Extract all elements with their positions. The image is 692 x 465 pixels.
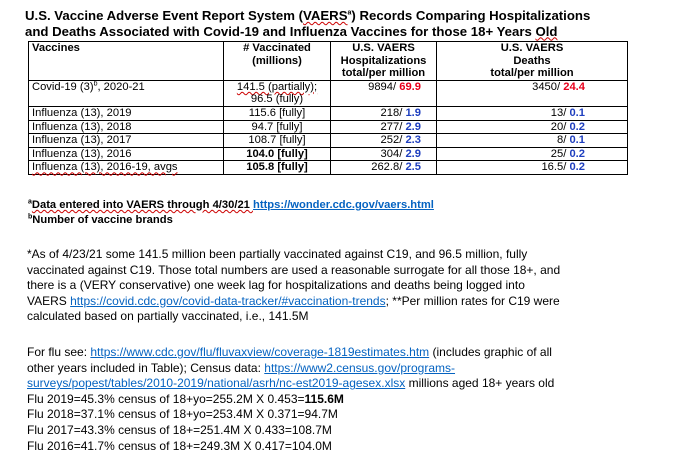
cell-vaccine-name: Influenza (13), 2019 <box>29 106 224 120</box>
census-link-cont[interactable]: surveys/popest/tables/2010-2019/national/asrh/nc-est2019-agesex.xlsx <box>27 376 406 391</box>
cell-hospitalizations: 218/ 1.9 <box>331 106 437 120</box>
cell-deaths: 3450/ 24.4 <box>437 80 628 106</box>
flu-2019-calc: Flu 2019=45.3% census of 18+yo=255.2M X 0.453=115.6M <box>27 391 344 406</box>
cell-vaccinated: 115.6 [fully] <box>224 106 331 120</box>
cell-vaccinated: 108.7 [fully] <box>224 134 331 148</box>
title-line-2: and Deaths Associated with Covid-19 and Influenza Vaccines for those 18+ Years Old <box>25 23 558 39</box>
flu-coverage-link[interactable]: https://www.cdc.gov/flu/fluvaxview/coverage-1819estimates.htm <box>90 345 430 359</box>
cell-deaths: 13/ 0.1 <box>437 106 628 120</box>
table-row <box>29 106 628 120</box>
cell-hospitalizations: 262.8/ 2.5 <box>331 161 437 175</box>
table-header-row <box>29 42 628 81</box>
cell-vaccine-name: Influenza (13), 2016-19, avgs <box>29 161 224 175</box>
census-link[interactable]: https://www2.census.gov/programs- <box>264 360 456 375</box>
cell-vaccinated: 105.8 [fully] <box>224 161 331 175</box>
vaers-link[interactable]: https://wonder.cdc.gov/vaers.html <box>253 199 434 211</box>
cell-vaccine-name: Influenza (13), 2016 <box>29 147 224 161</box>
title-line-1: U.S. Vaccine Adverse Event Report System (VAERS$^a$) Records Comparing Hospitalizations <box>25 8 591 23</box>
cell-vaccinated: 94.7 [fully] <box>224 120 331 134</box>
header-deaths: U.S. VAERS Deaths total/per million <box>437 42 628 81</box>
cell-deaths: 8/ 0.1 <box>437 134 628 148</box>
cell-vaccine-name: Covid-19 $(3)^b$, 2020-21 <box>29 80 224 106</box>
cell-deaths: 16.5/ 0.2 <box>437 161 628 175</box>
page-title <box>25 8 665 39</box>
cell-vaccinated: 141.5 (partially); 96.5 (fully) <box>224 80 331 106</box>
cell-deaths: 25/ 0.2 <box>437 147 628 161</box>
header-vaccines: Vaccines <box>29 42 224 81</box>
footnote-b: $^b$Number of vaccine brands <box>28 213 173 226</box>
cell-vaccine-name: Influenza (13), 2017 <box>29 134 224 148</box>
footnote-a: $^a$Data entered into VAERS through 4/30/21 https://wonder.cdc.gov/vaers.html <box>28 198 434 211</box>
header-hospitalizations: U.S. VAERS Hospitalizations total/per million <box>331 42 437 81</box>
flu-2016-calc: Flu 2016=41.7% census of 18+=249.3M X 0.417=104.0M <box>27 438 332 453</box>
cell-hospitalizations: 9894/ 69.9 <box>331 80 437 106</box>
note-paragraph-1: *As of 4/23/21 some 141.5 million been partially vaccinated against C19, and 96.5 million, fully vaccinated against C19. Those total numbers are used a reasonable surrogate for all those 18+, and there is a (VERY conservative) one week lag for hospitalizations and deaths being logged into VAERS https://covid.cdc.gov/covid-data-tracker/#vaccination-trends; **Per million rates for C19 were calculated based on partially vaccinated, i.e., 141.5M <box>27 247 561 324</box>
cell-hospitalizations: 304/ 2.9 <box>331 147 437 161</box>
flu-2017-calc: Flu 2017=43.3% census of 18+=251.4M X 0.433=108.7M <box>27 422 332 437</box>
header-vaccinated: # Vaccinated (millions) <box>224 42 331 81</box>
table-row-covid <box>29 80 628 106</box>
table-row <box>29 134 628 148</box>
cell-vaccine-name: Influenza (13), 2018 <box>29 120 224 134</box>
cell-hospitalizations: 277/ 2.9 <box>331 120 437 134</box>
flu-2018-calc: Flu 2018=37.1% census of 18+yo=253.4M X 0.371=94.7M <box>27 407 338 422</box>
covid-tracker-link[interactable]: https://covid.cdc.gov/covid-data-tracker/#vaccination-trends <box>70 293 386 308</box>
cell-deaths: 20/ 0.2 <box>437 120 628 134</box>
table-row <box>29 161 628 175</box>
table-row <box>29 147 628 161</box>
cell-hospitalizations: 252/ 2.3 <box>331 134 437 148</box>
note-paragraph-2: For flu see: https://www.cdc.gov/flu/fluvaxview/coverage-1819estimates.htm (includes graphic of all other years included in Table); Census data: https://www2.census.gov/programs- surveys/popest/tables/2010-2019/national/asrh/nc-est2019-agesex.xlsx millions aged 18+ years old Flu 2019=45.3% census of 18+yo=255.2M X 0.453=115.6M Flu 2018=37.1% census of 18+yo=253.4M X 0.371=94.7M Flu 2017=43.3% census of 18+=251.4M X 0.433=108.7M Flu 2016=41.7% census of 18+=249.3M X 0.417=104.0M <box>27 345 672 454</box>
cell-vaccinated: 104.0 [fully] <box>224 147 331 161</box>
vaers-comparison-table <box>28 41 628 175</box>
table-row <box>29 120 628 134</box>
